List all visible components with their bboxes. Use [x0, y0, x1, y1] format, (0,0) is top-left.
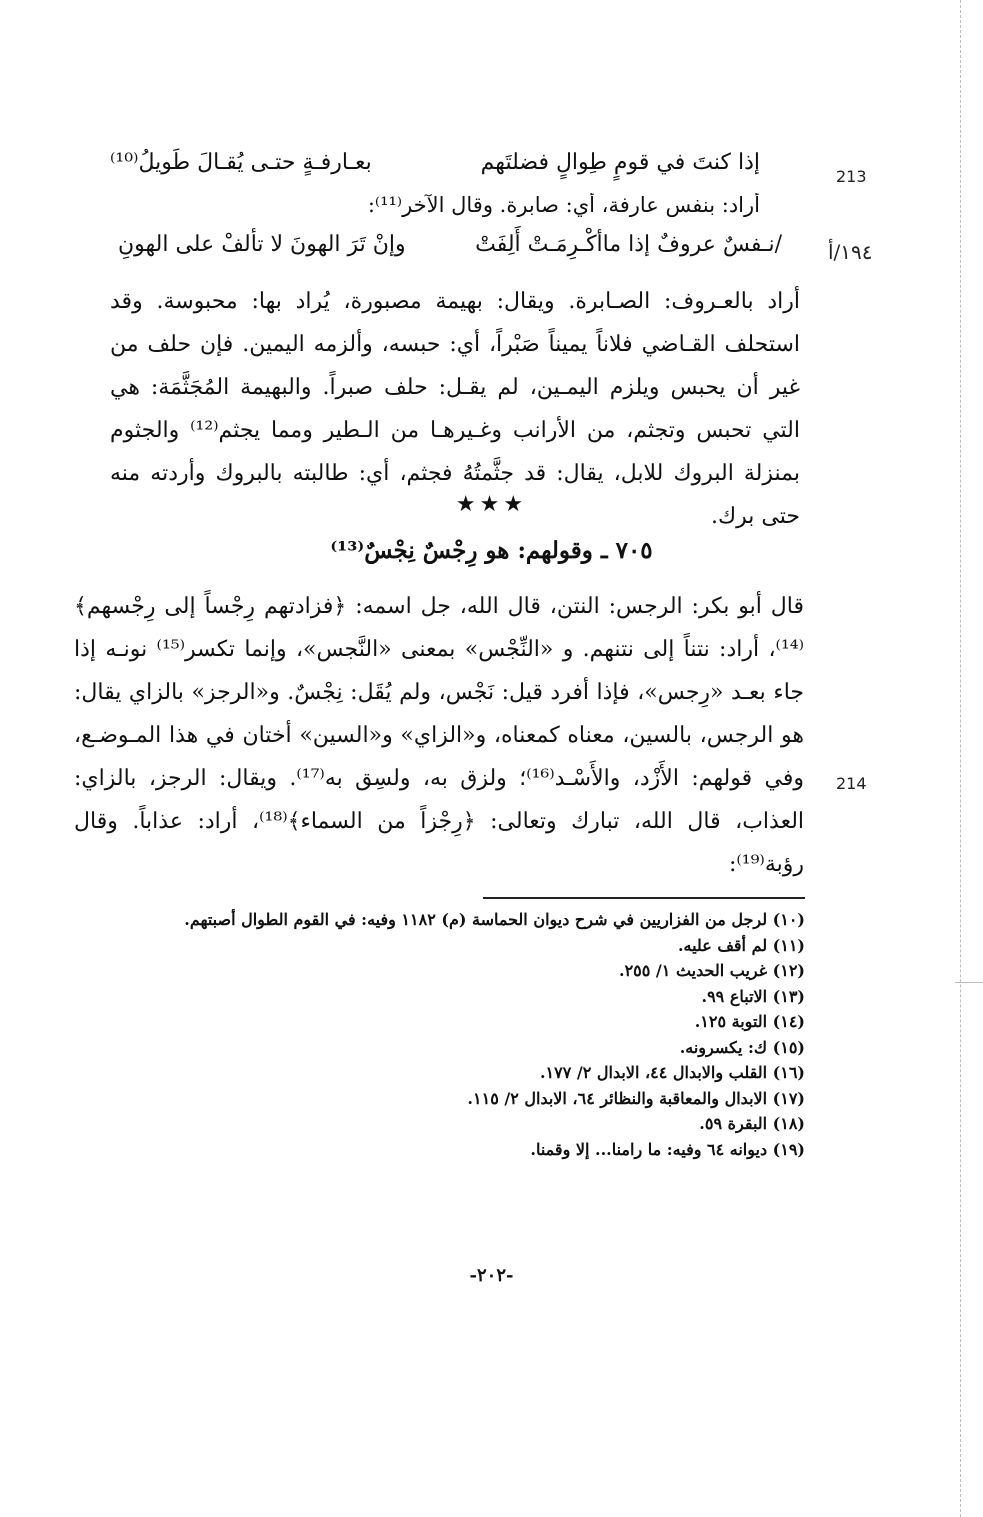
footnotes-list [184, 907, 805, 1162]
footnote: (١٦) القلب والابدال ٤٤، الابدال ٢/ ١٧٧. [539, 1063, 805, 1082]
footnote: (١٤) التوبة ١٢٥. [694, 1012, 805, 1031]
verse-1-second-hemistich: بعـارفـةٍ حتـى يُقـالَ طَويلُ⁽¹⁰⁾ [110, 150, 372, 175]
footnote: (١٠) لرجل من الفزاريين في شرح ديوان الحماسة (م) ١١٨٢ وفيه: في القوم الطوال أصبتهم. [184, 910, 805, 929]
margin-folio-ref: ١٩٤/أ [828, 240, 873, 264]
verse-2-second-hemistich: وإنْ تَرَ الهونَ لا تألفْ على الهونِ [118, 232, 406, 257]
verse-2-first-hemistich: /نـفسٌ عروفٌ إذا ماأكْـرِمَـتْ أَلِفَتْ [475, 232, 782, 257]
footnote-rule [483, 897, 805, 899]
footnote: (١٧) الابدال والمعاقبة والنظائر ٦٤، الابدال ٢/ ١١٥. [467, 1088, 805, 1108]
paragraph-2: قال أبو بكر: الرجس: النتن، قال الله، جل اسمه: ﴿فزادتهم رِجْساً إلى رِجْسهم﴾⁽¹⁴⁾، أراد: نتناً إلى نتنهم. و «النِّجْس» بمعنى «النَّجس»، وإنما تكسر⁽¹⁵⁾ نونـه إذا جاء بعـد «رِجس»، فإذا أفرد قيل: نَجْس، ولم يُقَل: نِجْسٌ. و«الرجز» بالزاي يقال: هو الرجس، بالسين، معناه كمعناه، و«الزاي» و«السين» أختان في هذا المـوضـع، وفي قولهم: الأَزْد، والأَسْـد⁽¹⁶⁾؛ ولزق به، ولسِق به⁽¹⁷⁾. ويقال: الرجز، بالزاي: العذاب، قال الله، تبارك وتعالى: ﴿رِجْزاً من السماء﴾⁽¹⁸⁾، أراد: عذاباً. وقال رؤبة⁽¹⁹⁾: [74, 594, 805, 877]
footnote: (١٥) ك: يكسرونه. [679, 1037, 805, 1057]
footnote: (١١) لم أقف عليه. [677, 935, 805, 955]
section-separator-stars: ★★★ [455, 492, 528, 517]
margin-page-214: 214 [836, 774, 867, 793]
entry-heading: ٧٠٥ ـ وقولهم: هو رِجْسٌ نِجْسٌ⁽¹³⁾ [330, 537, 653, 564]
verse-1-first-hemistich: إذا كنتَ في قومٍ طِوالٍ فضلتَهم [480, 150, 760, 175]
footnote: (١٩) ديوانه ٦٤ وفيه: ما رامنا... إلا وقمنا. [530, 1139, 805, 1159]
scan-edge-tick [955, 982, 983, 983]
page-number: -٢٠٢- [469, 1265, 514, 1286]
footnote: (١٣) الاتباع ٩٩. [701, 986, 805, 1006]
verse-1 [110, 150, 760, 175]
footnote: (١٢) غريب الحديث ١/ ٢٥٥. [619, 961, 805, 980]
footnote: (١٨) البقرة ٥٩. [699, 1114, 805, 1133]
paragraph-1: أراد بالعـروف: الصـابرة. ويقال: بهيمة مصبورة، يُراد بها: محبوسة. وقد استحلف القـاضي فلاناً يميناً صَبْراً، أي: حبسه، وألزمه اليمين. فإن حلف من غير أن يحبس ويلزم اليمـين، لم يقـل: حلف صبراً. والبهيمة المُجَثَّمَة: هي التي تحبس وتجثم، من الأرانب وغـيرهـا من الـطير ومما يجثم⁽¹²⁾ والجثوم بمنزلة البروك للابل، يقال: قد جثَّمتُهُ فجثم، أي: طالبته بالبروك وأردته منه حتى برك. [110, 289, 800, 529]
verse-2 [118, 232, 782, 257]
margin-page-213: 213 [836, 167, 867, 186]
scan-edge-line [960, 0, 961, 1517]
line-after-verse-1: أراد: بنفس عارفة، أي: صابرة. وقال الآخر⁽¹¹⁾: [367, 193, 760, 217]
